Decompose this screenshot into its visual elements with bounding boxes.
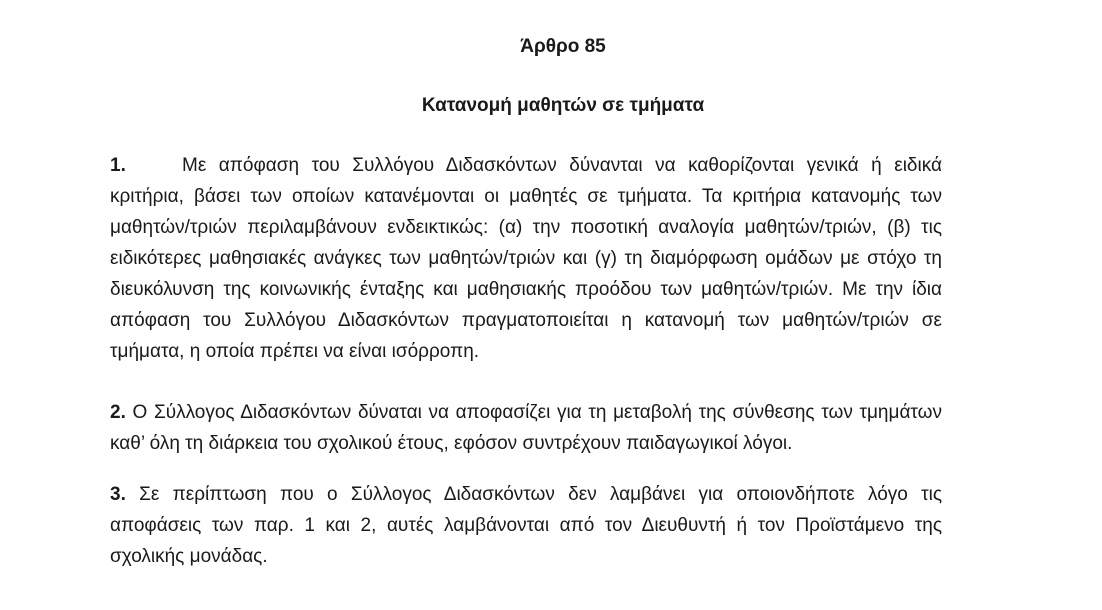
paragraph-number: 2. xyxy=(110,402,126,423)
article-title: Άρθρο 85 xyxy=(520,36,606,57)
paragraph-text: Σε περίπτωση που ο Σύλλογος Διδασκόντων δεν λαμβάνει για οποιονδήποτε λόγο τις αποφάσεις των παρ. 1 και 2, αυτές λαμβάνονται από τον Διευθυντή ή τον Προϊστάμενο της σχολικής μονάδας. xyxy=(110,484,943,567)
article-subtitle: Κατανομή μαθητών σε τμήματα xyxy=(421,95,705,116)
paragraph-number: 3. xyxy=(110,484,126,505)
paragraph-number: 1. xyxy=(110,155,126,176)
paragraph-3 xyxy=(110,479,942,572)
paragraph-text: Ο Σύλλογος Διδασκόντων δύναται να αποφασίζει για τη μεταβολή της σύνθεσης των τμημάτων καθ’ όλη τη διάρκεια του σχολικού έτους, εφόσον συντρέχουν παιδαγωγικοί λόγοι. xyxy=(110,402,942,454)
paragraph-1 xyxy=(110,150,942,367)
paragraph-2 xyxy=(110,397,942,459)
paragraph-text: Με απόφαση του Συλλόγου Διδασκόντων δύνανται να καθορίζονται γενικά ή ειδικά κριτήρια, βάσει των οποίων κατανέμονται οι μαθητές σε τμήματα. Τα κριτήρια κατανομής των μαθητών/τριών περιλαμβάνουν ενδεικτικώς: (α) την ποσοτική αναλογία μαθητών/τριών, (β) τις ειδικότερες μαθησιακές ανάγκες των μαθητών/τριών και (γ) τη διαμόρφωση ομάδων με στόχο τη διευκόλυνση της κοινωνικής ένταξης και μαθησιακής προόδου των μαθητών/τριών. Με την ίδια απόφαση του Συλλόγου Διδασκόντων πραγματοποιείται η κατανομή των μαθητών/τριών σε τμήματα, η οποία πρέπει να είναι ισόρροπη. xyxy=(110,155,942,362)
